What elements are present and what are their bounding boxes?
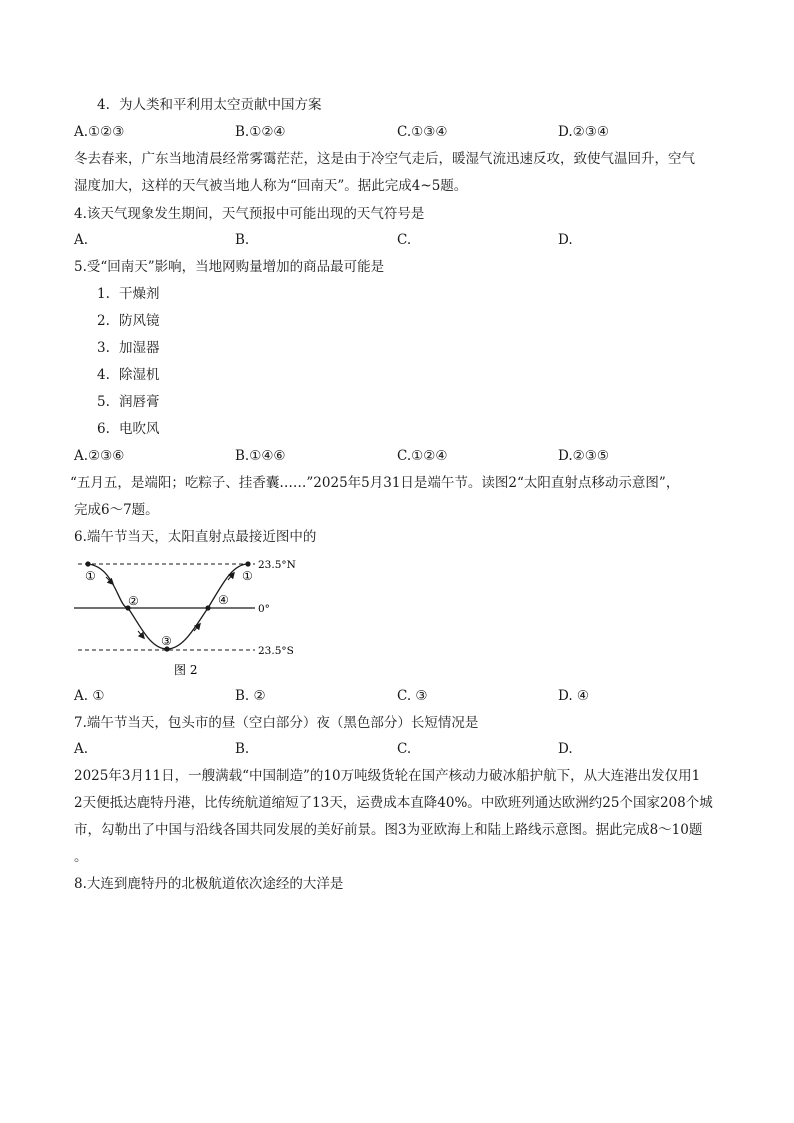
option-d: D. — [558, 232, 573, 248]
option-c: C. ③ — [397, 688, 428, 704]
passage-line: 。 — [74, 849, 88, 865]
option-c: C.①②④ — [397, 448, 448, 464]
item-text: 润唇膏 — [119, 394, 160, 410]
item-number: 4. — [97, 367, 110, 383]
item-number: 1. — [97, 286, 110, 302]
option-b: B. — [235, 741, 250, 757]
list-item — [97, 312, 160, 330]
latitude-label-north: 23.5°N — [258, 559, 296, 571]
list-item — [97, 393, 160, 411]
option-d: D.②③④ — [558, 124, 609, 140]
question-5-stem: 5.受“回南天”影响，当地网购量增加的商品最可能是 — [74, 259, 385, 275]
option-a: A. — [74, 232, 89, 248]
option-a: A.①②③ — [74, 124, 125, 140]
item-number: 3. — [97, 340, 110, 356]
question-4-stem: 4.该天气现象发生期间，天气预报中可能出现的天气符号是 — [74, 206, 425, 222]
latitude-label-equator: 0° — [258, 603, 270, 615]
list-item — [97, 420, 160, 438]
item-number: 2. — [97, 313, 110, 329]
option-b: B.①②④ — [235, 124, 286, 140]
marker-label: ③ — [161, 634, 172, 648]
item-text: 防风镜 — [119, 313, 160, 329]
item-number: 6. — [97, 421, 110, 437]
question-7-stem: 7.端午节当天，包头市的昼（空白部分）夜（黑色部分）长短情况是 — [74, 715, 479, 731]
latitude-label-south: 23.5°S — [258, 645, 294, 657]
list-item — [97, 366, 160, 384]
option-c: C.①③④ — [397, 124, 448, 140]
marker-label: ④ — [218, 593, 229, 607]
item-text: 电吹风 — [119, 421, 160, 437]
figure-caption: 图 2 — [174, 663, 198, 677]
option-b: B. ② — [235, 688, 266, 704]
point-dot — [85, 561, 90, 566]
option-d: D. ④ — [558, 688, 590, 704]
marker-label: ① — [242, 569, 253, 583]
point-dot — [205, 605, 210, 610]
passage-line: 市，勾勒出了中国与沿线各国共同发展的美好前景。图3为亚欧海上和陆上路线示意图。据此完成8～10题 — [74, 822, 703, 838]
option-d: D.②③⑤ — [558, 448, 609, 464]
option-b: B.①④⑥ — [235, 448, 286, 464]
question-6-stem: 6.端午节当天，太阳直射点最接近图中的 — [74, 529, 317, 545]
prev-question-item-4 — [97, 96, 322, 114]
item-text: 除湿机 — [119, 367, 160, 383]
option-b: B. — [235, 232, 250, 248]
curve-arrow — [138, 631, 143, 637]
option-d: D. — [558, 741, 573, 757]
list-item — [97, 285, 160, 303]
item-text: 干燥剂 — [119, 286, 160, 302]
option-a: A. ① — [74, 688, 105, 704]
passage-line: 2天便抵达鹿特丹港，比传统航道缩短了13天，运费成本直降40%。中欧班列通达欧洲约25个国家208个城 — [74, 795, 713, 811]
passage-line: “五月五，是端阳；吃粽子、挂香囊……”2025年5月31日是端午节。读图2“太阳直射点移动示意图”， — [70, 475, 680, 491]
passage-line: 完成6～7题。 — [74, 502, 159, 518]
marker-label: ② — [128, 594, 139, 608]
item-text: 加湿器 — [119, 340, 160, 356]
option-a: A. — [74, 741, 89, 757]
figure-2-subsolar-point-diagram — [70, 555, 310, 680]
item-number: 5. — [97, 394, 110, 410]
question-8-stem: 8.大连到鹿特丹的北极航道依次途经的大洋是 — [74, 876, 344, 892]
passage-line: 湿度加大，这样的天气被当地人称为“回南天”。据此完成4~5题。 — [74, 178, 468, 194]
point-dot — [245, 561, 250, 566]
option-a: A.②③⑥ — [74, 448, 125, 464]
passage-line: 冬去春来，广东当地清晨经常雾霭茫茫，这是由于冷空气走后，暖湿气流迅速反攻，致使气温回升，空气 — [74, 151, 695, 167]
item-text: 为人类和平利用太空贡献中国方案 — [119, 97, 322, 113]
passage-line: 2025年3月11日，一艘满载“中国制造”的10万吨级货轮在国产核动力破冰船护航下，从大连港出发仅用1 — [74, 768, 701, 784]
list-item — [97, 339, 160, 357]
option-c: C. — [397, 741, 412, 757]
item-number: 4. — [97, 97, 110, 113]
option-c: C. — [397, 232, 412, 248]
marker-label: ① — [85, 569, 96, 583]
